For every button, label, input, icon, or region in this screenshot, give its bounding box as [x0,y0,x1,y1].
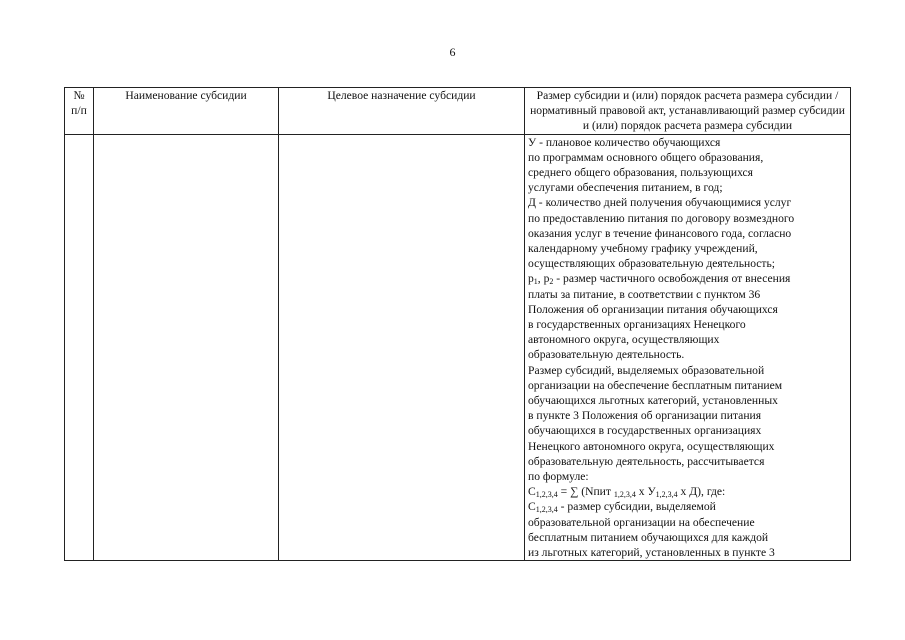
text-line: обучающихся в государственных организациях [528,424,762,438]
page-number: 6 [449,45,456,59]
text-line: образовательную деятельность. [528,348,685,362]
text-line: $C_{1,2,3,4}$ = ∑ (Nпит $_{1,2,3,4}$ x $У_{1,2,3,4}$ x Д), где: [528,485,726,500]
text-line: по предоставлению питания по договору возмездного [528,211,795,225]
text-line: автономного округа, осуществляющих [528,333,720,347]
text-line: образовательной организации на обеспечение [528,515,755,529]
header-purpose: Целевое назначение субсидии [279,88,525,135]
text-line: У - плановое количество обучающихся [528,135,721,149]
cell-number [65,134,94,561]
cell-purpose [279,134,525,561]
text-line: $C_{1,2,3,4}$ - размер субсидии, выделяемой [528,500,716,515]
text-line: по программам основного общего образования, [528,150,764,164]
text-line: Положения об организации питания обучающихся [528,302,778,316]
cell-size-text [525,134,851,561]
text-line: календарному учебному графику учреждений, [528,242,758,256]
text-line: в государственных организациях Ненецкого [528,318,746,332]
text-line: в пункте 3 Положения об организации питания [528,409,762,423]
text-line: по формуле: [528,470,589,484]
text-line: организации на обеспечение бесплатным питанием [528,378,783,392]
text-line: Ненецкого автономного округа, осуществляющих [528,439,775,453]
text-line: осуществляющих образовательную деятельность; [528,257,776,271]
subsidy-table [64,87,851,561]
text-line: $p_1$, $p_2$ - размер частичного освобождения от внесения [528,272,791,287]
text-line: образовательную деятельность, рассчитывается [528,454,765,468]
text-line: среднего общего образования, пользующихся [528,166,754,180]
cell-name [94,134,279,561]
text-line: Размер субсидий, выделяемых образовательной [528,363,765,377]
text-line: Д - количество дней получения обучающимися услуг [528,196,792,210]
text-line: из льготных категорий, установленных в пункте 3 [528,546,775,560]
header-name: Наименование субсидии [94,88,279,135]
header-number: № п/п [65,88,94,135]
text-line: платы за питание, в соответствии с пунктом 36 [528,287,761,301]
table-row [65,134,851,561]
text-line: бесплатным питанием обучающихся для каждой [528,530,769,544]
text-line: обучающихся льготных категорий, установленных [528,394,778,408]
text-line: оказания услуг в течение финансового года, согласно [528,226,792,240]
text-line: услугами обеспечения питанием, в год; [528,181,723,195]
table-header-row [65,88,851,135]
header-size: Размер субсидии и (или) порядок расчета размера субсидии / нормативный правовой акт, устанавливающий размер субсидии и (или) порядок расчета размера субсидии [525,88,851,135]
